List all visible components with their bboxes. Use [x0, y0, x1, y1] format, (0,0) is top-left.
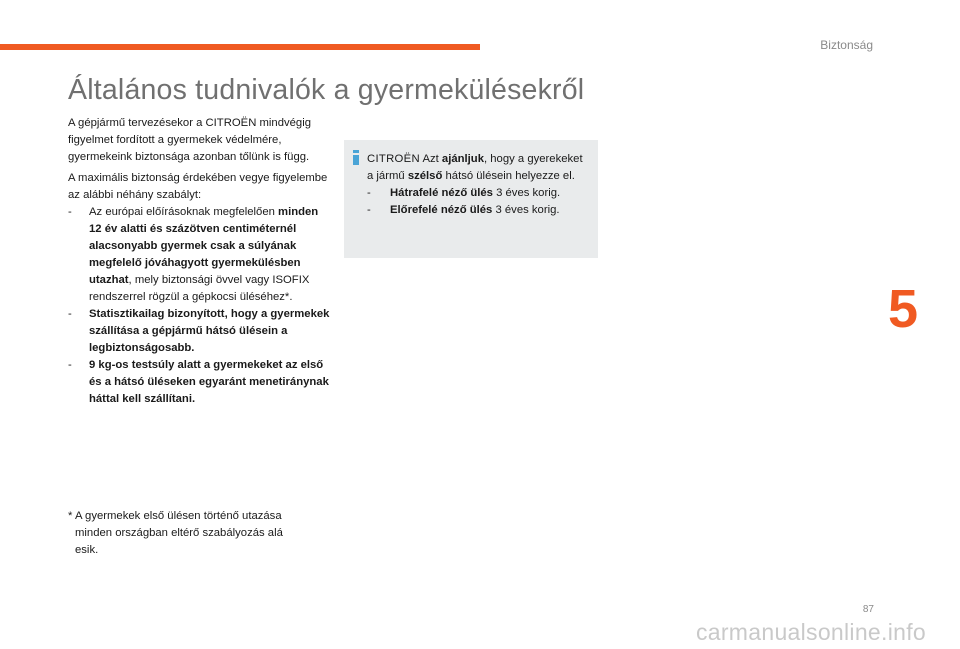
footnote-text: A gyermekek első ülésen történő utazása minden országban eltérő szabályozás alá esik. [75, 510, 283, 556]
list-item [68, 204, 330, 306]
intro-paragraph: A gépjármű tervezésekor a CITROËN mindvégig figyelmet fordított a gyermekek védelmére, gyermekeink biztonsága azonban tőlünk is függ. [68, 117, 311, 163]
footnote [68, 508, 308, 559]
info-bold: szélső [407, 170, 443, 182]
info-text: Azt [419, 153, 442, 165]
info-icon [353, 150, 359, 165]
list-dash: - [68, 308, 72, 320]
info-box [344, 140, 598, 258]
rule-text-suffix: , mely biztonsági övvel vagy ISOFIX rendszerrel rögzül a gépkocsi üléséhez*. [89, 274, 310, 303]
info-item-text: 3 éves korig. [492, 187, 561, 199]
footnote-marker: * [68, 510, 73, 522]
brand-name: CITROËN [367, 153, 420, 165]
page-number: 87 [862, 604, 874, 615]
info-list [367, 185, 588, 219]
rule-text: Az európai előírásoknak megfelelően [89, 206, 275, 218]
chapter-number: 5 [888, 279, 919, 339]
list-item [367, 185, 588, 202]
list-item [68, 357, 330, 408]
rule-bold-text: 9 kg-os testsúly alatt a gyermekeket az első és a hátsó üléseken egyaránt menetiránynak háttal kell szállítani. [89, 359, 329, 405]
info-bold: ajánljuk [441, 153, 484, 165]
info-text: hátsó ülésein helyezze el. [442, 170, 575, 182]
header-accent-bar [0, 44, 480, 50]
list-item [367, 202, 588, 219]
list-dash: - [367, 204, 371, 216]
info-item-text: 3 éves korig. [492, 204, 560, 216]
list-dash: - [68, 359, 72, 371]
section-name: Biztonság [820, 38, 873, 52]
info-item-bold: Hátrafelé néző ülés [390, 187, 493, 199]
left-column [68, 115, 330, 408]
rules-list [68, 204, 330, 408]
watermark: carmanualsonline.info [695, 619, 926, 645]
list-dash: - [68, 206, 72, 218]
rules-intro: A maximális biztonság érdekében vegye figyelembe az alábbi néhány szabályt: [68, 172, 328, 201]
info-text: , hogy a gyerekeket a jármű [367, 153, 583, 182]
rule-bold-text: minden 12 év alatti és százötven centiméternél alacsonyabb gyermek csak a súlyának megfelelő jóváhagyott gyermekülésben utazhat [89, 206, 319, 286]
page-title: Általános tudnivalók a gyermekülésekről [68, 74, 585, 106]
info-paragraph [367, 151, 588, 185]
rule-bold-text: Statisztikailag bizonyított, hogy a gyermekek szállítása a gépjármű hátsó ülésein a legbiztonságosabb. [89, 308, 330, 354]
info-item-bold: Előrefelé néző ülés [390, 204, 493, 216]
list-item [68, 306, 330, 357]
list-dash: - [367, 187, 371, 199]
